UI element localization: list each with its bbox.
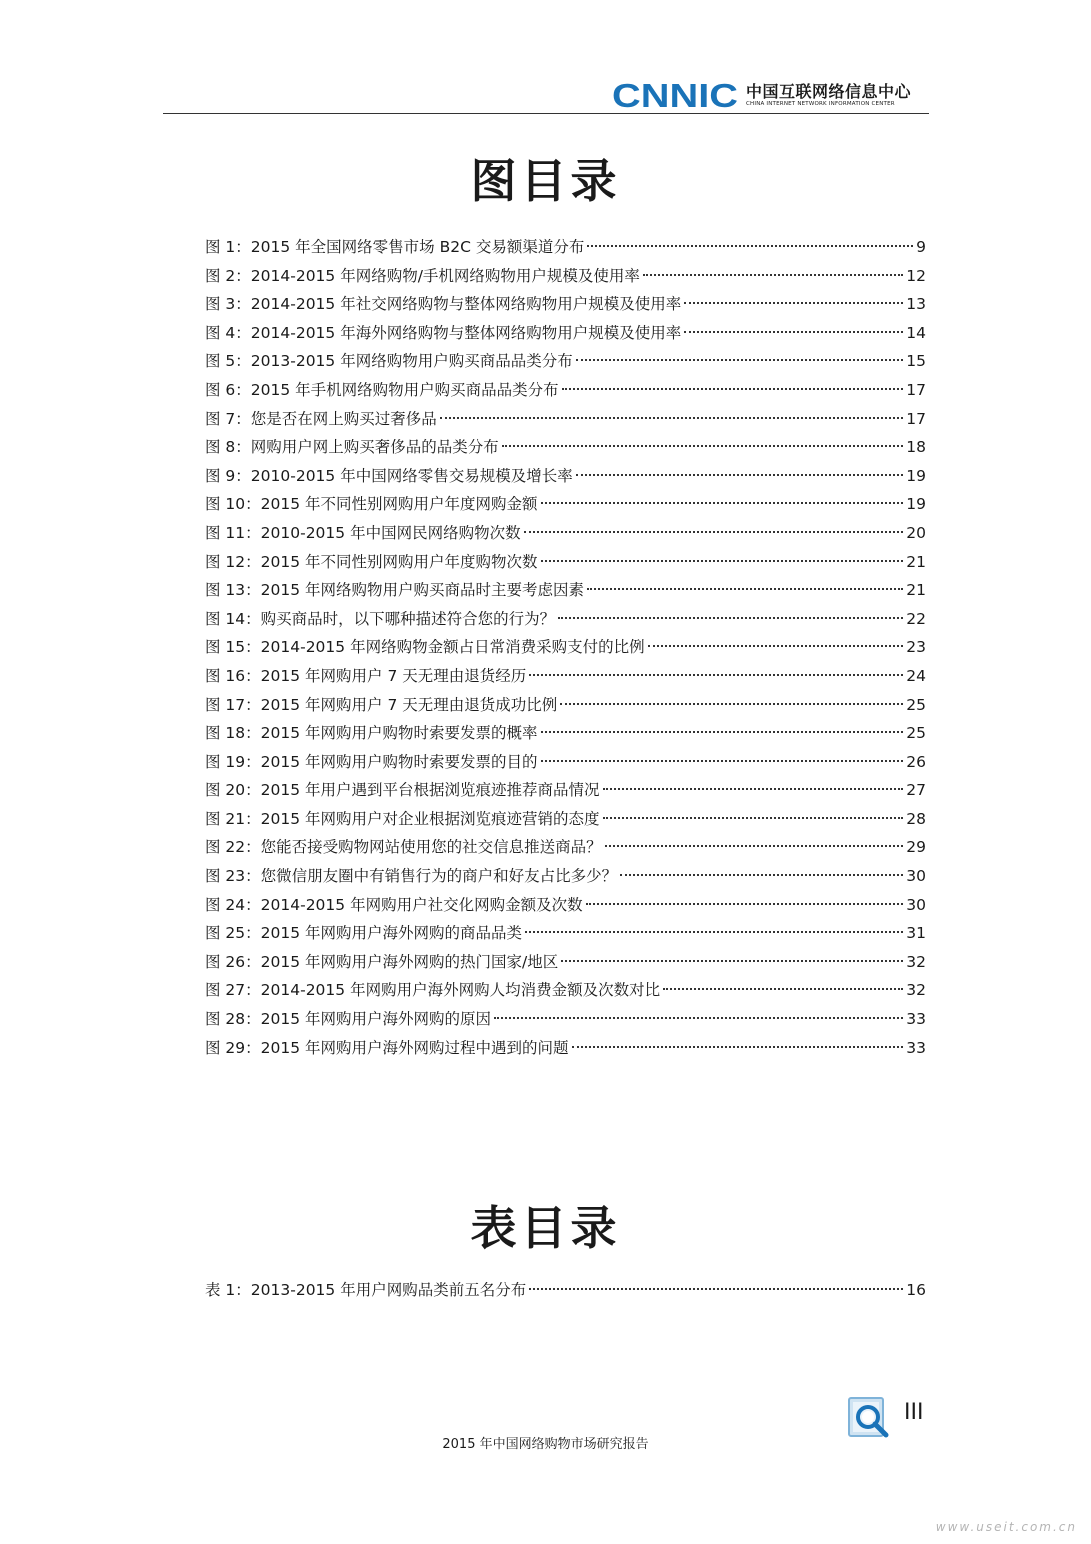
toc-dot-leader [576,474,904,476]
toc-entry-page: 24 [906,666,926,685]
toc-entry-label: 图 29：2015 年网购用户海外网购过程中遇到的问题 [205,1038,569,1057]
toc-entry-page: 21 [906,581,926,600]
toc-entry[interactable] [205,605,926,634]
toc-entry[interactable] [205,776,926,805]
logo-chinese-name: 中国互联网络信息中心 [746,81,912,101]
toc-entry-label: 图 28：2015 年网购用户海外网购的原因 [205,1010,492,1029]
toc-dot-leader [560,703,903,705]
toc-entry-label: 图 27：2014-2015 年网购用户海外网购人均消费金额及次数对比 [205,981,661,1000]
toc-entry-label: 图 2：2014-2015 年网络购物/手机网络购物用户规模及使用率 [205,266,640,285]
toc-entry-label: 图 11：2010-2015 年中国网民网络购物次数 [205,523,521,542]
figures-section-title: 图目录 [470,154,621,208]
toc-entry[interactable] [205,490,926,519]
toc-entry[interactable] [205,919,926,948]
toc-entry-page: 20 [906,523,926,542]
toc-entry[interactable] [205,576,926,605]
toc-entry[interactable] [205,1276,926,1305]
header-divider [163,113,929,114]
toc-entry[interactable] [205,662,926,691]
toc-entry-page: 29 [906,838,926,857]
toc-entry-label: 图 20：2015 年用户遇到平台根据浏览痕迹推荐商品情况 [205,781,600,800]
toc-dot-leader [586,903,904,905]
toc-dot-leader [558,617,903,619]
toc-dot-leader [603,788,904,790]
tables-section-title: 表目录 [470,1201,621,1255]
toc-dot-leader [561,960,903,962]
toc-entry-page: 22 [906,609,926,628]
toc-entry-page: 17 [906,409,926,428]
toc-entry-page: 32 [906,981,926,1000]
toc-entry[interactable] [205,633,926,662]
toc-dot-leader [684,302,903,304]
toc-entry-page: 15 [906,352,926,371]
svg-text:CNNIC: CNNIC [612,80,738,110]
toc-entry[interactable] [205,233,926,262]
toc-dot-leader [663,988,903,990]
toc-entry-label: 图 17：2015 年网购用户 7 天无理由退货成功比例 [205,695,558,714]
logo-english-name: CHINA INTERNET NETWORK INFORMATION CENTER [746,100,895,107]
toc-entry-label: 图 14：购买商品时，以下哪种描述符合您的行为？ [205,609,556,628]
page-number: III [904,1400,924,1425]
toc-entry[interactable] [205,891,926,920]
toc-entry-page: 26 [906,752,926,771]
toc-dot-leader [502,445,903,447]
toc-entry-page: 25 [906,724,926,743]
toc-dot-leader [603,817,904,819]
toc-entry-label: 图 16：2015 年网购用户 7 天无理由退货经历 [205,666,527,685]
toc-entry[interactable] [205,1005,926,1034]
toc-entry-label: 图 15：2014-2015 年网络购物金额占日常消费采购支付的比例 [205,638,645,657]
tables-toc-list [205,1276,926,1305]
toc-entry-label: 图 6：2015 年手机网络购物用户购买商品品类分布 [205,380,559,399]
toc-entry-page: 33 [906,1010,926,1029]
toc-entry-page: 14 [906,323,926,342]
toc-entry-label: 图 25：2015 年网购用户海外网购的商品品类 [205,924,523,943]
toc-entry[interactable] [205,719,926,748]
toc-dot-leader [587,588,903,590]
toc-entry-label: 图 21：2015 年网购用户对企业根据浏览痕迹营销的态度 [205,809,600,828]
toc-entry-label: 图 4：2014-2015 年海外网络购物与整体网络购物用户规模及使用率 [205,323,682,342]
toc-entry-label: 图 23：您微信朋友圈中有销售行为的商户和好友占比多少？ [205,867,618,886]
toc-dot-leader [562,388,904,390]
toc-entry[interactable] [205,519,926,548]
toc-dot-leader [572,1046,904,1048]
toc-entry-label: 图 5：2013-2015 年网络购物用户购买商品品类分布 [205,352,573,371]
toc-entry-page: 13 [906,295,926,314]
toc-entry-page: 32 [906,952,926,971]
toc-dot-leader [576,359,904,361]
toc-entry-page: 30 [906,867,926,886]
toc-entry-label: 图 18：2015 年网购用户购物时索要发票的概率 [205,724,538,743]
toc-entry-label: 图 3：2014-2015 年社交网络购物与整体网络购物用户规模及使用率 [205,295,682,314]
toc-entry[interactable] [205,805,926,834]
toc-entry-page: 19 [906,495,926,514]
footer-report-title: 2015 年中国网络购物市场研究报告 [442,1437,649,1452]
toc-entry-page: 17 [906,380,926,399]
toc-dot-leader [648,645,904,647]
toc-entry-page: 28 [906,809,926,828]
toc-entry[interactable] [205,347,926,376]
toc-entry-label: 图 7：您是否在网上购买过奢侈品 [205,409,437,428]
toc-entry-page: 25 [906,695,926,714]
toc-entry[interactable] [205,290,926,319]
toc-dot-leader [541,560,904,562]
figures-toc-list [205,233,926,1062]
toc-entry-label: 图 12：2015 年不同性别网购用户年度购物次数 [205,552,538,571]
toc-entry-label: 图 10：2015 年不同性别网购用户年度网购金额 [205,495,538,514]
toc-dot-leader [524,531,904,533]
toc-entry[interactable] [205,976,926,1005]
toc-entry-page: 12 [906,266,926,285]
toc-entry[interactable] [205,319,926,348]
watermark: www.useit.com.cn [935,1520,1077,1534]
toc-entry-page: 33 [906,1038,926,1057]
toc-entry-label: 图 9：2010-2015 年中国网络零售交易规模及增长率 [205,466,573,485]
toc-dot-leader [529,1288,903,1290]
toc-entry-page: 19 [906,466,926,485]
toc-dot-leader [440,417,903,419]
cnnic-logo-mark [612,80,740,110]
toc-entry[interactable] [205,948,926,977]
toc-entry[interactable] [205,462,926,491]
toc-dot-leader [620,874,903,876]
toc-entry[interactable] [205,691,926,720]
toc-dot-leader [541,760,904,762]
toc-entry[interactable] [205,405,926,434]
toc-entry-label: 表 1：2013-2015 年用户网购品类前五名分布 [205,1281,527,1299]
toc-entry[interactable] [205,433,926,462]
toc-dot-leader [529,674,903,676]
toc-entry-page: 27 [906,781,926,800]
toc-entry[interactable] [205,548,926,577]
toc-entry-label: 图 1：2015 年全国网络零售市场 B2C 交易额渠道分布 [205,238,585,256]
toc-entry[interactable] [205,748,926,777]
toc-entry-page: 9 [916,238,926,256]
toc-entry-label: 图 24：2014-2015 年网购用户社交化网购金额及次数 [205,895,583,914]
toc-dot-leader [684,331,903,333]
toc-entry-page: 18 [906,438,926,457]
toc-dot-leader [605,845,904,847]
toc-entry[interactable] [205,262,926,291]
toc-entry-label: 图 8：网购用户网上购买奢侈品的品类分布 [205,438,499,457]
toc-entry-page: 30 [906,895,926,914]
toc-dot-leader [587,245,913,247]
toc-entry-page: 23 [906,638,926,657]
toc-entry[interactable] [205,376,926,405]
toc-dot-leader [525,931,903,933]
toc-entry[interactable] [205,833,926,862]
toc-entry-page: 31 [906,924,926,943]
toc-dot-leader [541,731,904,733]
cnnic-logo [612,78,911,112]
toc-entry-label: 图 19：2015 年网购用户购物时索要发票的目的 [205,752,538,771]
toc-entry-label: 图 26：2015 年网购用户海外网购的热门国家/地区 [205,952,559,971]
toc-dot-leader [541,502,904,504]
toc-entry-label: 图 22：您能否接受购物网站使用您的社交信息推送商品？ [205,838,602,857]
toc-entry[interactable] [205,1034,926,1063]
toc-entry-page: 16 [906,1281,926,1299]
toc-dot-leader [643,274,903,276]
toc-dot-leader [494,1017,903,1019]
toc-entry[interactable] [205,862,926,891]
toc-entry-label: 图 13：2015 年网络购物用户购买商品时主要考虑因素 [205,581,585,600]
toc-entry-page: 21 [906,552,926,571]
